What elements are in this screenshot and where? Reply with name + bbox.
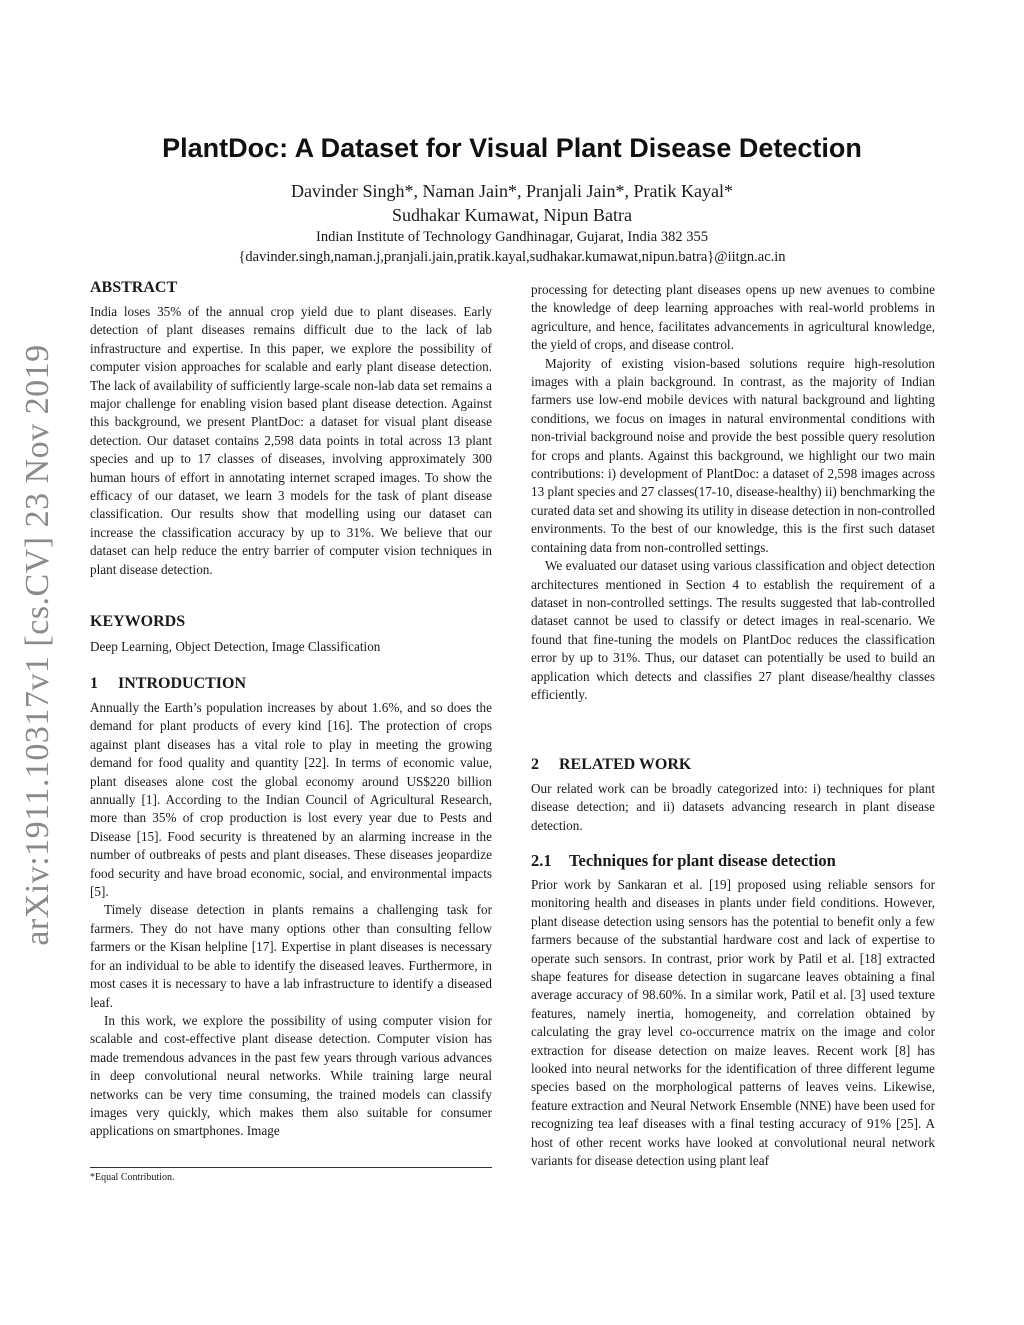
abstract-text [90, 303, 492, 579]
affiliation: Indian Institute of Technology Gandhinagar, Gujarat, India 382 355 [316, 229, 708, 245]
intro-paragraph-5: We evaluated our dataset using various classification and object detection architectures mentioned in Section 4 to establish the requirement of a dataset in non-controlled settings. The results suggested that lab-controlled dataset cannot be used to classify or detect images in real-scenario. We found that fine-tuning the models on PlantDoc reduces the classification error by up to 31%. Thus, our dataset can potentially be used to build an application which detects and classifies 27 plant disease/healthy classes efficiently. [531, 558, 935, 702]
keywords-text [90, 638, 492, 656]
introduction-body [90, 699, 492, 1141]
subsection-heading-techniques [531, 851, 836, 871]
section-number: 2 [531, 756, 539, 773]
authors-line-2: Sudhakar Kumawat, Nipun Batra [392, 205, 632, 225]
subsection-title: Techniques for plant disease detection [569, 851, 836, 870]
authors-line-1: Davinder Singh*, Naman Jain*, Pranjali Jain*, Pratik Kayal* [291, 181, 733, 201]
keywords-heading: KEYWORDS [90, 613, 186, 630]
introduction-continued [531, 281, 935, 704]
intro-paragraph-4: Majority of existing vision-based solutions require high-resolution images with a plain background. In contrast, as the majority of Indian farmers use low-end mobile devices with natural background and lighting conditions, we focus on images in natural environmental conditions with non-trivial background noise and provide the best possible query resolution for crops and plants. Against this background, we highlight our two main contributions: i) development of PlantDoc: a dataset of 2,598 images across 13 plant species and 27 classes(17-10, disease-healthy) ii) benchmarking the curated data set and showing its utility in disease detection in non-controlled environments. To the best of our knowledge, this is the first such dataset containing data from non-controlled settings. [531, 355, 935, 555]
abstract-paragraph: India loses 35% of the annual crop yield due to plant diseases. Early detection of plant diseases remains difficult due to the lack of lab infrastructure and expertise. In this paper, we explore the possibility of computer vision approaches for scalable and early plant disease detection. The lack of availability of sufficiently large-scale non-lab data set remains a major challenge for enabling vision based plant disease detection. Against this background, we present PlantDoc: a dataset for visual plant disease detection. Our dataset contains 2,598 data points in total across 13 plant species and up to 17 classes of diseases, involving approximately 300 human hours of effort in annotating internet scraped images. To show the efficacy of our dataset, we learn 3 models for the task of plant disease classification. Our results show that modelling using our dataset can increase the classification accuracy by up to 31%. We believe that our dataset can help reduce the entry barrier of computer vision techniques in plant disease detection. [90, 304, 492, 577]
abstract-heading: ABSTRACT [90, 279, 178, 296]
subsection-number: 2.1 [531, 851, 552, 870]
section-title: INTRODUCTION [118, 675, 247, 692]
section-heading-related-work [531, 756, 691, 774]
intro-paragraph-3: In this work, we explore the possibility of using computer vision for scalable and cost-effective plant disease detection. Computer vision has made tremendous advances in the past few years through various advances in deep convolutional neural networks. While training large neural networks can be very time consuming, the trained models can classify images very quickly, which makes them also suitable for consumer applications on smartphones. Image [90, 1012, 492, 1139]
section-heading-introduction [90, 675, 246, 693]
arxiv-stamp-text: arXiv:1911.10317v1 [cs.CV] 23 Nov 2019 [19, 344, 56, 946]
techniques-paragraph: Prior work by Sankaran et al. [19] proposed using reliable sensors for monitoring health and diseases in plants under field conditions. However, plant disease detection using sensors has the potential to benefit only a few farmers because of the substantial hardware cost and lack of expertise to operate such sensors. In contrast, prior work by Patil et al. [18] extracted shape features for disease detection in sugarcane leaves obtaining a final average accuracy of 98.60%. In a similar work, Patil et al. [3] used texture features, namely inertia, homogeneity, and correlation obtained by calculating the gray level co-occurrence matrix on the image and color extraction for disease detection on maize leaves. Recent work [8] has looked into neural networks for the identification of three different legume species based on the morphological patterns of leaves veins. Likewise, feature extraction and Neural Network Ensemble (NNE) have been used for recognizing tea leaf diseases with a final testing accuracy of 91% [25]. A host of other recent works have looked at convolutional neural network variants for disease detection using plant leaf [531, 877, 935, 1169]
related-work-paragraph: Our related work can be broadly categorized into: i) techniques for plant disease detection; and ii) datasets advancing research in plant disease detection. [531, 781, 935, 833]
author-emails: {davinder.singh,naman.j,pranjali.jain,pratik.kayal,sudhakar.kumawat,nipun.batra}@iitgn.ac.in [238, 249, 786, 265]
intro-paragraph-1: Annually the Earth’s population increases by about 1.6%, and so does the demand for plant products of every kind [16]. The protection of crops against plant diseases has a vital role to play in meeting the growing demand for food quality and quantity [22]. In terms of economic value, plant diseases alone cost the global economy around US$220 billion annually [1]. According to the Indian Council of Agricultural Research, more than 35% of crop production is lost every year due to Pests and Disease [15]. Food security is threatened by an alarming increase in the number of outbreaks of pests and plant diseases. These diseases jeopardize food security and have broad economic, social, and environmental impacts [5]. [90, 700, 492, 900]
arxiv-stamp [8, 345, 68, 945]
techniques-body [531, 876, 935, 1171]
related-work-body [531, 780, 935, 835]
section-number: 1 [90, 675, 98, 692]
footnote: *Equal Contribution. [90, 1172, 175, 1183]
intro-paragraph-2: Timely disease detection in plants remains a challenging task for farmers. They do not have many options other than consulting fellow farmers or the Kisan helpline [17]. Expertise in plant diseases is necessary for an individual to be able to identify the diseased leaves. Furthermore, in most cases it is necessary to have a lab infrastructure to identify a diseased leaf. [90, 902, 492, 1010]
intro-paragraph-3-cont: processing for detecting plant diseases opens up new avenues to combine the knowledge of deep learning approaches with real-world problems in agriculture, and hence, facilitates advancements in agricultural knowledge, the yield of crops, and disease control. [531, 282, 935, 353]
keywords-list: Deep Learning, Object Detection, Image Classification [90, 639, 381, 654]
paper-title: PlantDoc: A Dataset for Visual Plant Disease Detection [162, 133, 862, 163]
footnote-rule [90, 1167, 492, 1168]
section-title: RELATED WORK [559, 756, 692, 773]
